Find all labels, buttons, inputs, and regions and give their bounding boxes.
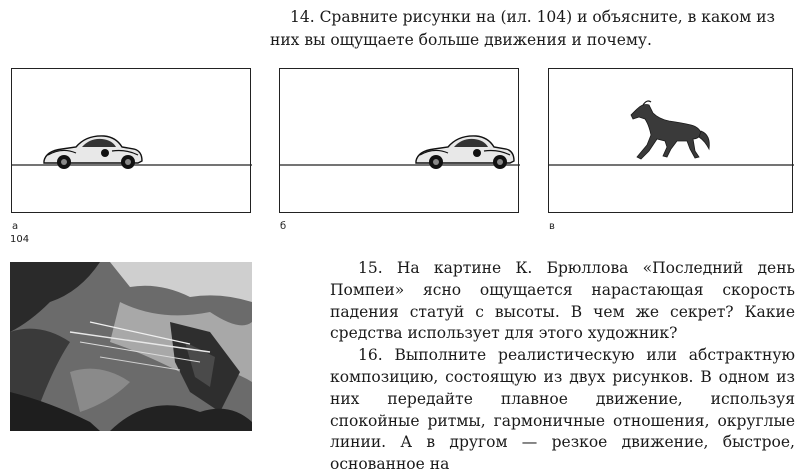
tasks-text-block bbox=[330, 258, 795, 476]
task-14-text bbox=[270, 6, 795, 52]
task-14-line-1: 14. Сравните рисунки на (ил. 104) и объясните, в каком из bbox=[290, 8, 776, 26]
figure-a-label: а bbox=[12, 221, 19, 232]
car-illustration bbox=[44, 136, 142, 169]
task-14-line-2: них вы ощущаете больше движения и почему. bbox=[270, 31, 652, 49]
figure-b-label: б bbox=[280, 221, 287, 232]
figure-b-panel bbox=[279, 68, 519, 213]
horse-illustration bbox=[631, 101, 709, 159]
figure-number: 104 bbox=[10, 234, 30, 245]
figure-b-drawing bbox=[280, 69, 520, 214]
car-illustration bbox=[416, 136, 514, 169]
figure-v-panel bbox=[548, 68, 793, 213]
task-16-paragraph: 16. Выполните реалистическую или абстрактную композицию, состоящую из двух рисунков. В одном из них передайте плавное движение, используя спокойные ритмы, гармоничные отношения, округлые линии. А в другом — резкое движение, быстрое, основанное на bbox=[330, 346, 795, 474]
figure-a-panel bbox=[11, 68, 251, 213]
figure-a-drawing bbox=[12, 69, 252, 214]
task-15-paragraph: 15. На картине К. Брюллова «Последний день Помпеи» ясно ощущается нарастающая скорость падения статуй с высоты. В чем же секрет? Какие средства использует для этого художник? bbox=[330, 259, 795, 343]
painting-fragment-image bbox=[10, 262, 252, 431]
figure-v-drawing bbox=[549, 69, 794, 214]
figure-v-label: в bbox=[549, 221, 555, 232]
